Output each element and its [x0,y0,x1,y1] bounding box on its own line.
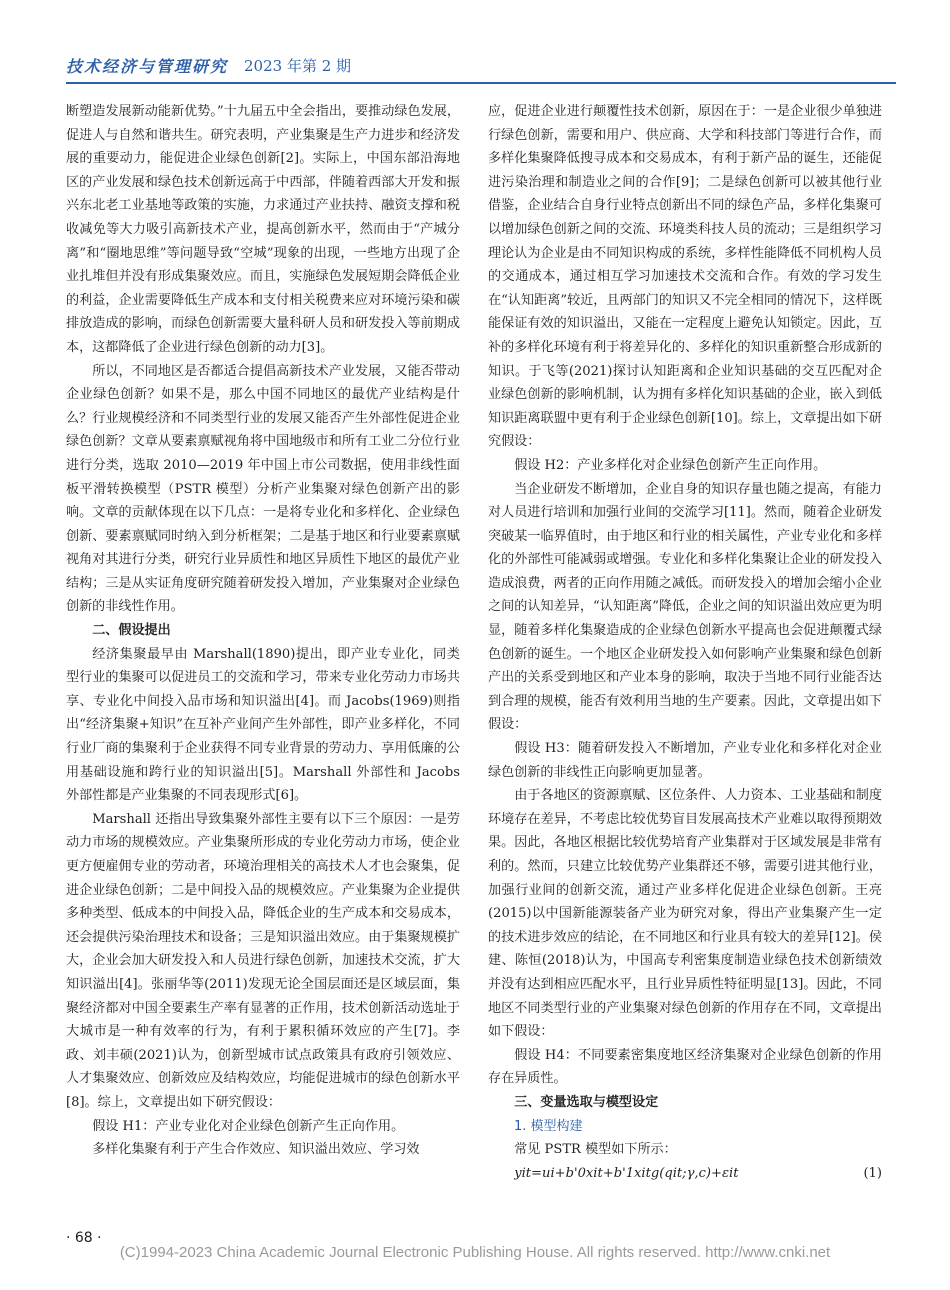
subsection-heading: 1. 模型构建 [514,1118,583,1134]
formula [488,1162,882,1186]
paragraph: 由于各地区的资源禀赋、区位条件、人力资本、工业基础和制度环境存在差异，不考虑比较优势盲目发展高技术产业难以取得预期效果。因此，各地区根据比较优势培育产业集群对于区域发展是非常有利的。然而，只建立比较优势产业集群还不够，需要引进其他行业，加强行业间的创新交流，通过产业多样化促进企业绿色创新。王亮(2015)以中国新能源装备产业为研究对象，得出产业集聚产生一定的技术进步效应的结论，在不同地区和行业具有较大的差异[12]。侯建、陈恒(2018)认为，中国高专利密集度制造业绿色技术创新绩效并没有达到相应匹配水平，且行业异质性特征明显[13]。因此，不同地区不同类型行业的产业集聚对绿色创新的作用存在不同，文章提出如下假设： [488,788,882,1040]
section-heading: 三、变量选取与模型设定 [514,1094,659,1110]
hypothesis-h4: 假设 H4：不同要素密集度地区经济集聚对企业绿色创新的作用存在异质性。 [488,1047,882,1087]
page-number: · 68 · [66,1230,102,1246]
journal-header [66,52,896,78]
right-column [488,100,882,1185]
paragraph: 经济集聚最早由 Marshall(1890)提出，即产业专业化，同类型行业的集聚可以促进员工的交流和学习，带来专业化劳动力市场共享、专业化中间投入品市场和知识溢出[4]。而 Jacobs(1969)则指出“经济集聚+知识”在互补产业间产生外部性，即产业多样化，不同行业厂商的集聚利于企业获得不同专业背景的劳动力、享用低廉的公用基础设施和跨行业的知识溢出[5]。Marshall 外部性和 Jacobs 外部性都是产业集聚的不同表现形式[6]。 [66,646,460,804]
hypothesis-h3: 假设 H3：随着研发投入不断增加，产业专业化和多样化对企业绿色创新的非线性正向影响更加显著。 [488,741,882,780]
left-column [66,100,460,1162]
issue-label: 2023 年第 2 期 [244,56,352,75]
paragraph: 应，促进企业进行颠覆性技术创新，原因在于：一是企业很少单独进行绿色创新，需要和用户、供应商、大学和科技部门等进行合作，而多样化集聚降低搜寻成本和交易成本，有利于新产品的诞生，还能促进污染治理和制造业之间的合作[9]；二是绿色创新可以被其他行业借鉴，企业结合自身行业特点创新出不同的绿色产品，多样化集聚可以增加绿色创新之间的交流、环境类科技人员的流动；三是组织学习理论认为企业是由不同知识构成的系统，多样性能降低不同机构人员的交通成本，通过相互学习加速技术交流和合作。有效的学习发生在“认知距离”较近，且两部门的知识又不完全相同的情况下，这样既能保证有效的知识溢出，又能在一定程度上避免认知锁定。因此，互补的多样化环境有利于将差异化的、多样化的知识重新整合形成新的知识。于飞等(2021)探讨认知距离和企业知识基础的交互匹配对企业绿色创新的影响机制，认为拥有多样化知识基础的企业，嵌入到低知识距离联盟中更有利于企业绿色创新[10]。综上，文章提出如下研究假设： [488,104,882,450]
paragraph: Marshall 还指出导致集聚外部性主要有以下三个原因：一是劳动力市场的规模效应。产业集聚所形成的专业化劳动力市场，使企业更方便雇佣专业的劳动者，环境治理相关的高技术人才也会聚集，促进企业绿色创新；二是中间投入品的规模效应。产业集聚为企业提供多种类型、低成本的中间投入品，降低企业的生产成本和交易成本，还会提供污染治理技术和设备；三是知识溢出效应。由于集聚规模扩大，企业会加大研发投入和人员进行绿色创新，加速技术交流，扩大知识溢出[4]。张丽华等(2011)发现无论全国层面还是区域层面，集聚经济都对中国全要素生产率有显著的正作用，技术创新活动选址于大城市是一种有效率的行为，有利于累积循环效应的产生[7]。李政、刘丰硕(2021)认为，创新型城市试点政策具有政府引领效应、人才集聚效应、创新效应及结构效应，均能促进城市的绿色创新水平[8]。综上，文章提出如下研究假设： [66,811,460,1110]
hypothesis-h2: 假设 H2：产业多样化对企业绿色创新产生正向作用。 [514,457,827,473]
paragraph: 多样化集聚有利于产生合作效应、知识溢出效应、学习效 [92,1142,420,1158]
paragraph: 当企业研发不断增加，企业自身的知识存量也随之提高，有能力对人员进行培训和加强行业间的交流学习[11]。然而，随着企业研发突破某一临界值时，由于地区和行业的相关属性，产业专业化和多样化的外部性可能减弱或增强。专业化和多样化集聚让企业的研发投入造成浪费，两者的正向作用随之减低。而研发投入的增加会缩小企业之间的认知差异，“认知距离”降低，企业之间的知识溢出效应更为明显，随着多样化集聚造成的企业绿色创新水平提高也会促进颠覆式绿色创新的诞生。一个地区企业研发投入如何影响产业集聚和绿色创新产出的关系受到地区和产业本身的影响，取决于当地不同行业能否达到合理的规模，能否有效利用当地的生产要素。因此，文章提出如下假设： [488,481,882,733]
journal-name: 技术经济与管理研究 [66,56,229,76]
paragraph: 断塑造发展新动能新优势。”十九届五中全会指出，要推动绿色发展，促进人与自然和谐共生。研究表明，产业集聚是生产力进步和经济发展的重要动力，能促进企业绿色创新[2]。实际上，中国东部沿海地区的产业发展和绿色技术创新远高于中西部，伴随着西部大开发和振兴东北老工业基地等政策的实施，力求通过产业扶持、融资支撑和税收减免等大力吸引高新技术产业，提高创新水平，然而由于“产城分离”和“圈地思维”等问题导致“空城”现象的出现，一些地方出现了企业扎堆但并没有形成集聚效应。而且，实施绿色发展短期会降低企业的利益，企业需要降低生产成本和支付相关税费来应对环境污染和碳排放造成的影响，而绿色创新需要大量科研人员和研发投入等前期成本，这都降低了企业进行绿色创新的动力[3]。 [66,104,460,355]
copyright-notice: (C)1994-2023 China Academic Journal Electronic Publishing House. All rights reserved. http://www.cnki.net [119,1244,831,1261]
header-divider [66,82,896,84]
section-heading: 二、假设提出 [92,623,171,639]
formula-number: (1) [863,1165,882,1181]
paragraph: 常见 PSTR 模型如下所示： [514,1142,677,1158]
hypothesis-h1: 假设 H1：产业专业化对企业绿色创新产生正向作用。 [92,1118,405,1134]
formula-expression: yit=ui+b'0xit+b'1xitg(qit;γ,c)+εit [514,1165,739,1181]
paragraph: 所以，不同地区是否都适合提倡高新技术产业发展，又能否带动企业绿色创新？如果不是，那么中国不同地区的最优产业结构是什么？行业规模经济和不同类型行业的发展又能否产生外部性促进企业绿色创新？文章从要素禀赋视角将中国地级市和所有工业二分位行业进行分类，选取 2010—2019 年中国上市公司数据，使用非线性面板平滑转换模型（PSTR 模型）分析产业集聚对绿色创新产出的影响。文章的贡献体现在以下几点：一是将专业化和多样化、企业绿色创新、要素禀赋同时纳入到分析框架；二是基于地区和行业要素禀赋视角对其进行分类，研究行业异质性和地区异质性下地区的最优产业结构；三是从实证角度研究随着研发投入增加，产业集聚对企业绿色创新的非线性作用。 [66,363,460,615]
